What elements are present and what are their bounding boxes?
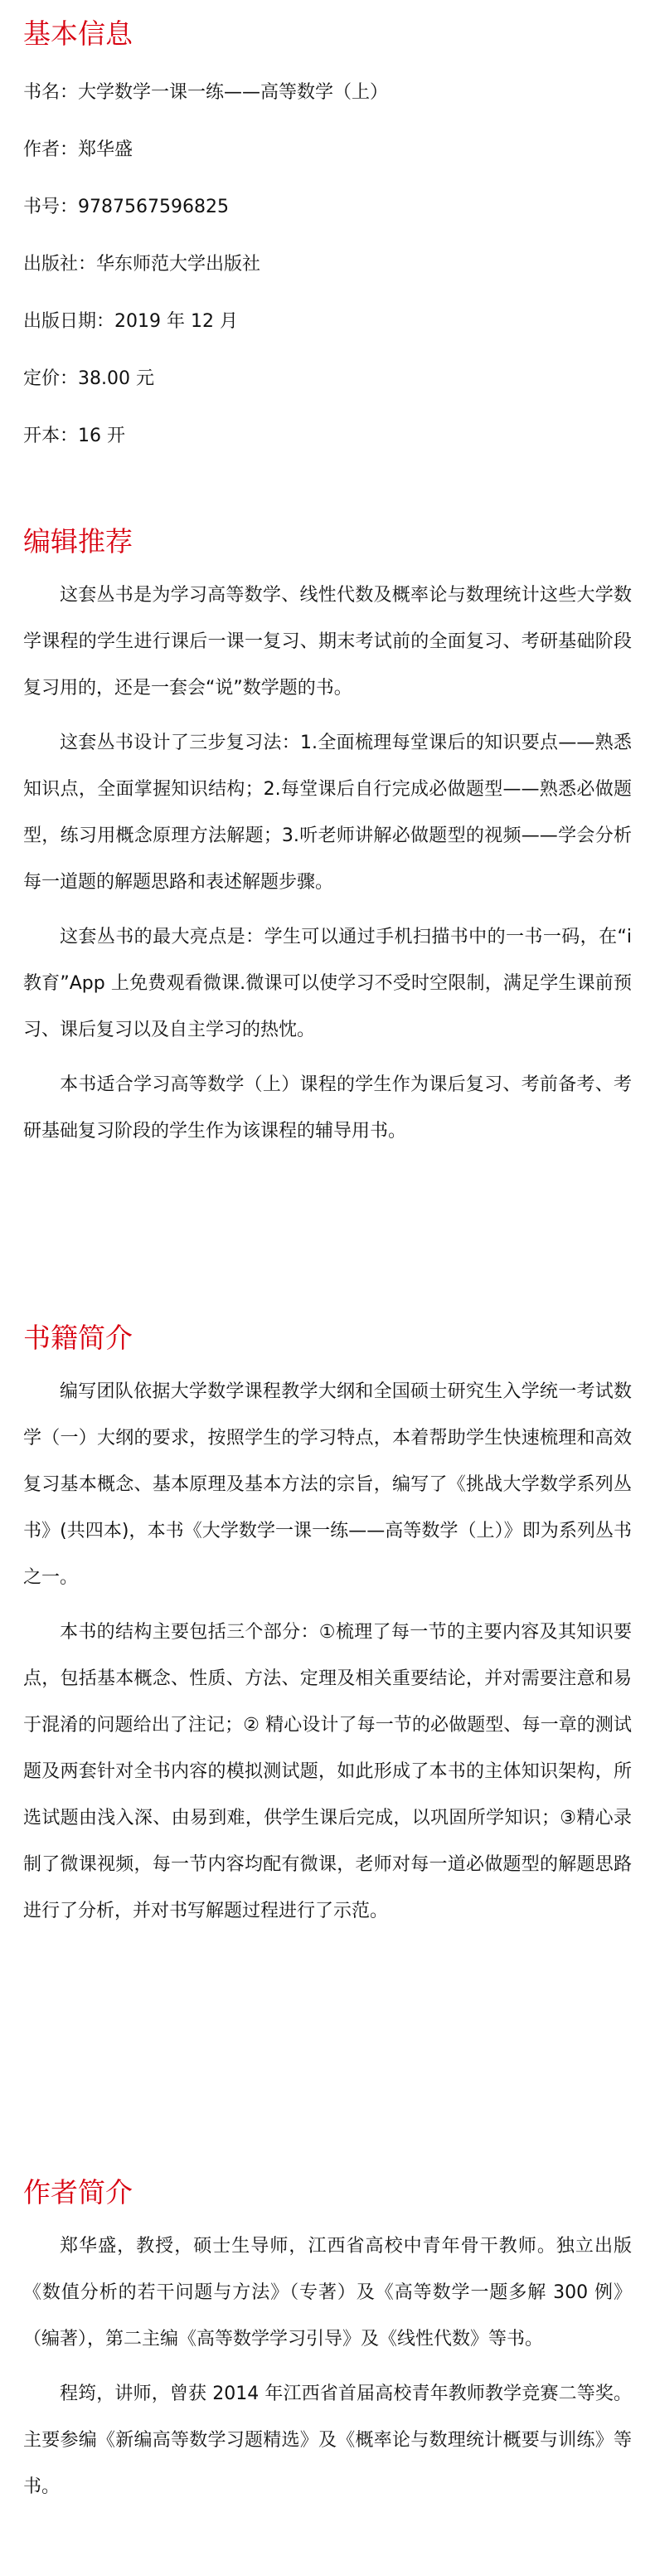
author-paragraph: 郑华盛，教授，硕士生导师，江西省高校中青年骨干教师。独立出版《数值分析的若干问题与方法》（专著）及《高等数学一题多解 300 例》（编著），第二主编《高等数学学习引导》及《线性代数》等书。 — [23, 2236, 632, 2350]
info-line-price: 定价：38.00 元 — [23, 368, 154, 389]
info-line-title: 书名：大学数学一课一练——高等数学（上） — [23, 82, 389, 103]
info-line-isbn: 书号：9787567596825 — [23, 197, 229, 217]
editor-paragraph: 这套丛书的最大亮点是：学生可以通过手机扫描书中的一书一码，在“i 教育”App 上免费观看微课.微课可以使学习不受时空限制，满足学生课前预习、课后复习以及自主学习的热忱。 — [23, 927, 632, 1040]
book-intro-paragraph: 编写团队依据大学数学课程教学大纲和全国硕士研究生入学统一考试数学（一）大纲的要求，按照学生的学习特点，本着帮助学生快速梳理和高效复习基本概念、基本原理及基本方法的宗旨，编写了《挑战大学数学系列丛书》(共四本)，本书《大学数学一课一练——高等数学（上）》即为系列丛书之一。 — [23, 1381, 632, 1588]
info-line-format: 开本：16 开 — [23, 426, 125, 446]
author-paragraph: 程筠，讲师，曾获 2014 年江西省首届高校青年教师教学竞赛二等奖。主要参编《新编高等数学习题精选》及《概率论与数理统计概要与训练》等书。 — [23, 2384, 632, 2497]
book-intro-paragraph: 本书的结构主要包括三个部分：①梳理了每一节的主要内容及其知识要点，包括基本概念、性质、方法、定理及相关重要结论，并对需要注意和易于混淆的问题给出了注记；② 精心设计了每一节的必做题型、每一章的测试题及两套针对全书内容的模拟测试题，如此形成了本书的主体知识架构，所选试题由浅入深、由易到难，供学生课后完成，以巩固所学知识；③精心录制了微课视频，每一节内容均配有微课，老师对每一道必做题型的解题思路进行了分析，并对书写解题过程进行了示范。 — [23, 1622, 632, 1921]
info-line-pubdate: 出版日期：2019 年 12 月 — [23, 311, 238, 332]
basic-info-title: 基本信息 — [23, 17, 133, 50]
editor-recommendation-title: 编辑推荐 — [23, 525, 133, 558]
editor-paragraph: 本书适合学习高等数学（上）课程的学生作为课后复习、考前备考、考研基础复习阶段的学生作为该课程的辅导用书。 — [23, 1074, 632, 1142]
author-intro-title: 作者简介 — [23, 2176, 133, 2208]
info-line-author: 作者：郑华盛 — [23, 139, 133, 160]
editor-paragraph: 这套丛书是为学习高等数学、线性代数及概率论与数理统计这些大学数学课程的学生进行课后一课一复习、期末考试前的全面复习、考研基础阶段复习用的，还是一套会“说”数学题的书。 — [23, 585, 632, 699]
author-intro-body — [23, 2223, 632, 2519]
book-intro-title: 书籍简介 — [23, 1322, 133, 1354]
info-line-publisher: 出版社：华东师范大学出版社 — [23, 254, 261, 275]
editor-recommendation-body — [23, 572, 632, 1163]
book-intro-body — [23, 1369, 632, 1943]
editor-paragraph: 这套丛书设计了三步复习法：1.全面梳理每堂课后的知识要点——熟悉知识点，全面掌握知识结构；2.每堂课后自行完成必做题型——熟悉必做题型，练习用概念原理方法解题；3.听老师讲解必做题型的视频——学会分析每一道题的解题思路和表述解题步骤。 — [23, 733, 632, 893]
